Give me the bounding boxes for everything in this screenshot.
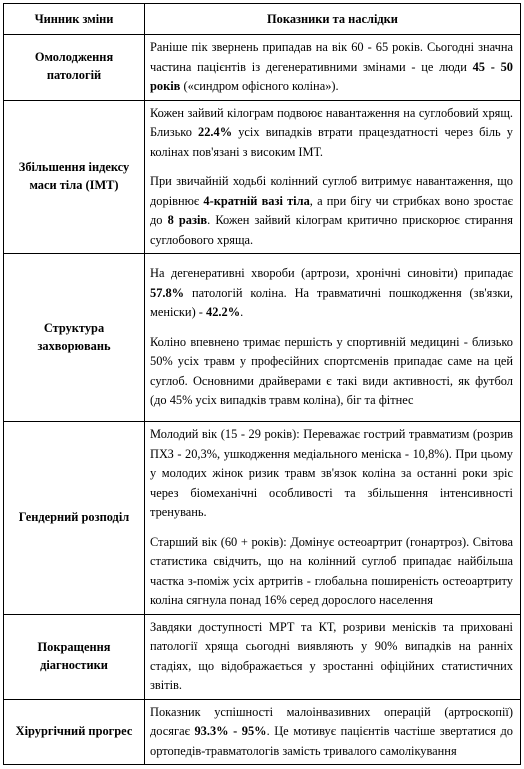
table-header-row	[4, 4, 521, 35]
details-paragraph	[150, 264, 513, 323]
text-span: На дегенеративні хвороби (артрози, хронічні синовіти) припадає	[150, 266, 513, 281]
factor-cell: Омолодження патологій	[4, 35, 145, 101]
text-span: («синдром офісного коліна»).	[180, 79, 339, 93]
text-span: Молодий вік (15 - 29 років): Переважає гострий травматизм (розрив ПХЗ - 20,3%, ушкодження медіального меніска - 10,8%). При цьому у молодих жінок ризик травм зв'язок коліна за останні роки зріс через біомеханічні особливості та збільшення інтенсивності тренувань.	[150, 427, 513, 519]
details-paragraph	[150, 172, 513, 250]
header-details: Показники та наслідки	[145, 4, 521, 35]
text-span: .	[240, 305, 244, 320]
highlight-value: 22.4%	[198, 125, 233, 139]
details-cell	[145, 100, 521, 254]
details-paragraph	[150, 333, 513, 411]
factor-cell: Покращення діагностики	[4, 614, 145, 699]
factor-cell: Хірургічний прогрес	[4, 699, 145, 765]
table-row-rejuvenation	[4, 35, 521, 101]
factors-table	[3, 3, 521, 765]
text-span: Раніше пік звернень припадав на вік 60 - 65 років. Сьогодні значна частина пацієнтів із дегенеративними змінами - це люди	[150, 40, 513, 74]
highlight-value: 57.8%	[150, 285, 185, 300]
table-row-surgery	[4, 699, 521, 765]
factor-cell: Гендерний розподіл	[4, 422, 145, 615]
details-paragraph	[150, 104, 513, 163]
text-span: Кожен зайвий кілограм подвоює навантаження на суглобовий хрящ. Близько	[150, 105, 513, 139]
details-paragraph	[150, 533, 513, 611]
details-cell	[145, 614, 521, 699]
table-row-gender	[4, 422, 521, 615]
text-span: Коліно впевнено тримає першість у спортивній медицині - близько 50% усіх травм у професійних спортсменів припадає саме на цей суглоб. Основними драйверами є такі види активності, як футбол (до 45% усіх випадків травм коліна), біг та фітнес	[150, 334, 513, 408]
highlight-value: 93.3% - 95%	[194, 724, 267, 738]
header-factor: Чинник зміни	[4, 4, 145, 35]
details-paragraph	[150, 38, 513, 97]
factor-cell: Збільшення індексу маси тіла (ІМТ)	[4, 100, 145, 254]
highlight-value: 8 разів	[167, 213, 208, 227]
text-span: , а при бігу чи стрибках воно зростає до	[150, 193, 513, 227]
details-paragraph	[150, 425, 513, 523]
highlight-value: 45 - 50 років	[150, 59, 513, 93]
text-span: усіх випадків втрати працездатності через біль у колінах пов'язані з високим ІМТ.	[150, 125, 513, 159]
details-cell	[145, 699, 521, 765]
details-cell	[145, 35, 521, 101]
text-span: При звичайній ходьбі колінний суглоб витримує навантаження, що дорівнює	[150, 174, 513, 208]
text-span: . Це мотивує пацієнтів частіше звертатися до ортопедів-травматологів замість тривалого самолікування	[150, 724, 513, 758]
details-cell	[145, 422, 521, 615]
highlight-value: 4-кратній вазі тіла	[203, 193, 310, 208]
table-row-bmi	[4, 100, 521, 254]
details-paragraph	[150, 703, 513, 762]
text-span: Старший вік (60 + років): Домінує остеоартрит (гонартроз). Світова статистика свідчить, що на колінний суглоб припадає найбільша частка з-поміж усіх артритів - глобальна поширеність остеоартриту коліна сягнула понад 16% серед дорослого населення	[150, 534, 513, 607]
factor-cell: Структура захворювань	[4, 254, 145, 422]
details-paragraph	[150, 618, 513, 696]
text-span: . Кожен зайвий кілограм критично прискорює стирання суглобового хряща.	[150, 213, 513, 247]
table-row-diagnostics	[4, 614, 521, 699]
table-row-structure	[4, 254, 521, 422]
text-span: Завдяки доступності МРТ та КТ, розриви менісків та приховані патології хряща сьогодні виявляють у 90% випадків на ранніх стадіях, що відображається у зростанні офіційних статистичних звітів.	[150, 619, 513, 692]
text-span: патологій коліна. На травматичні пошкодження (зв'язки, меніски) -	[150, 285, 513, 320]
text-span: Показник успішності малоінвазивних операцій (артроскопії) досягає	[150, 704, 513, 738]
details-cell	[145, 254, 521, 422]
highlight-value: 42.2%	[206, 305, 241, 320]
